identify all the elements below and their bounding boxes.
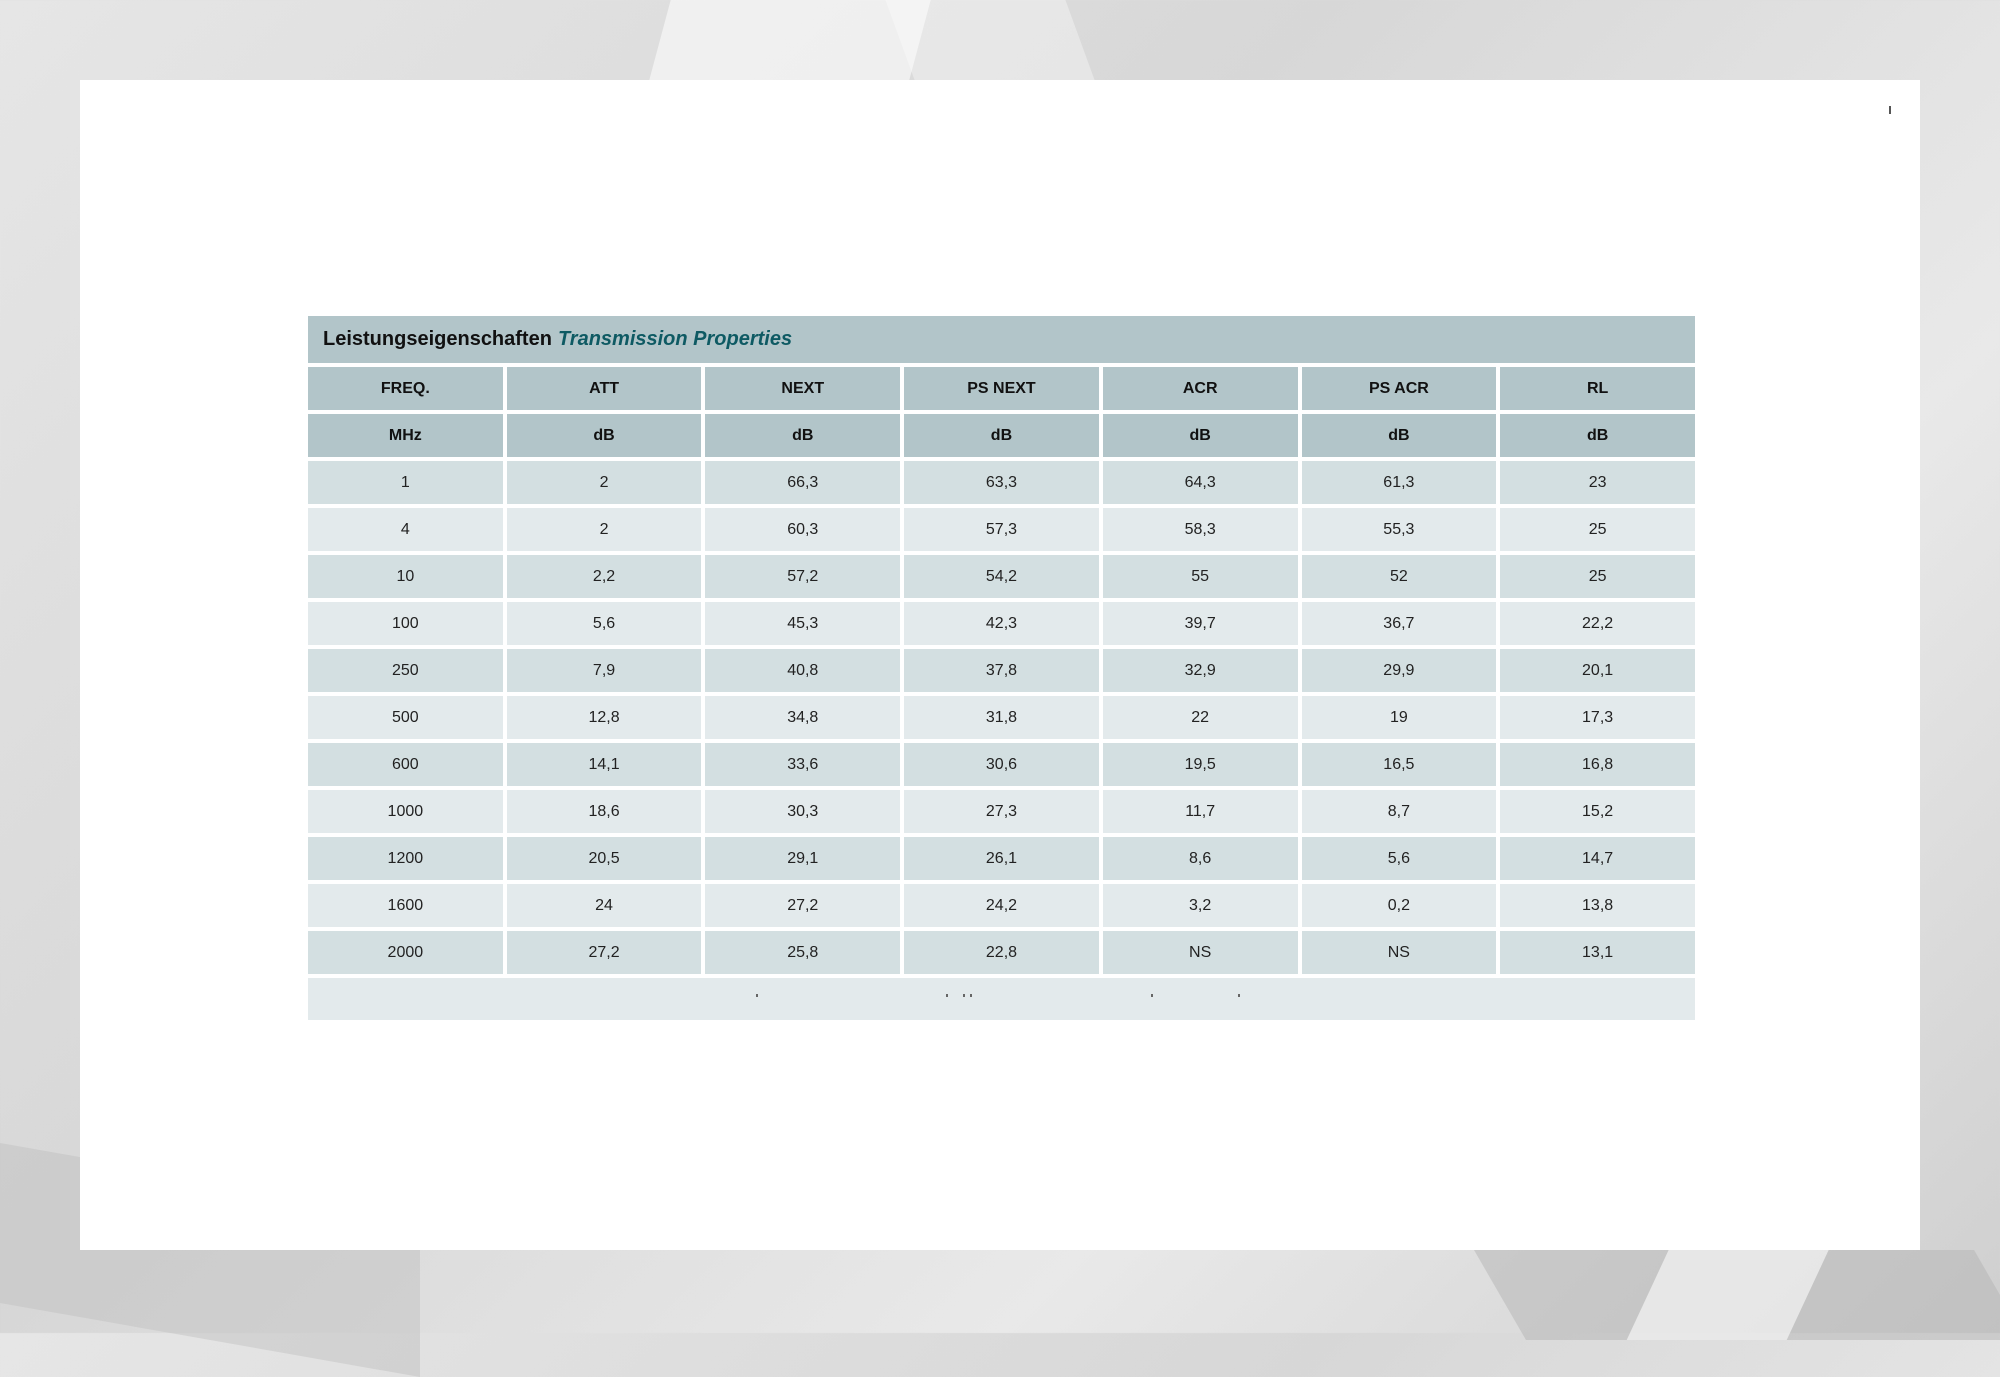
table-cell: 18,6 xyxy=(507,790,702,833)
table-cell: 16,8 xyxy=(1500,743,1695,786)
table-cell: 500 xyxy=(308,696,503,739)
table-cell: 1 xyxy=(308,461,503,504)
table-cell: 3,2 xyxy=(1103,884,1298,927)
column-unit: dB xyxy=(1500,414,1695,457)
table-cell: 2000 xyxy=(308,931,503,974)
table-cell: 29,1 xyxy=(705,837,900,880)
table-row xyxy=(308,602,1695,645)
table-row xyxy=(308,743,1695,786)
table-cell: 58,3 xyxy=(1103,508,1298,551)
table-cell: 57,3 xyxy=(904,508,1099,551)
table-cell: 25 xyxy=(1500,555,1695,598)
background-shape xyxy=(885,0,1094,80)
table-cell: 1200 xyxy=(308,837,503,880)
transmission-properties-table xyxy=(304,363,1699,1024)
table-cell: 26,1 xyxy=(904,837,1099,880)
column-unit: MHz xyxy=(308,414,503,457)
table-cell: 25,8 xyxy=(705,931,900,974)
table-cell: 37,8 xyxy=(904,649,1099,692)
table-cell: 34,8 xyxy=(705,696,900,739)
column-unit: dB xyxy=(1103,414,1298,457)
table-row xyxy=(308,696,1695,739)
table-cell: 2,2 xyxy=(507,555,702,598)
table-cell: 40,8 xyxy=(705,649,900,692)
table-row xyxy=(308,884,1695,927)
table-cell: 10 xyxy=(308,555,503,598)
table-row xyxy=(308,461,1695,504)
table-cell: 27,2 xyxy=(705,884,900,927)
table-cell: 61,3 xyxy=(1302,461,1497,504)
table-cell: 20,5 xyxy=(507,837,702,880)
table-cell: 5,6 xyxy=(507,602,702,645)
table-cell: 31,8 xyxy=(904,696,1099,739)
table-cell: 14,1 xyxy=(507,743,702,786)
table-title-main: Leistungseigenschaften xyxy=(323,328,552,350)
table-cell: 45,3 xyxy=(705,602,900,645)
page-mark xyxy=(1889,106,1891,114)
table-cell: 8,7 xyxy=(1302,790,1497,833)
column-unit: dB xyxy=(705,414,900,457)
table-cell: 7,9 xyxy=(507,649,702,692)
table-row xyxy=(308,649,1695,692)
table-cell: 23 xyxy=(1500,461,1695,504)
table-body xyxy=(308,461,1695,974)
table-cell: 33,6 xyxy=(705,743,900,786)
table-cell: 19,5 xyxy=(1103,743,1298,786)
table-footnote-cell xyxy=(308,978,1695,1020)
table-cell: 55 xyxy=(1103,555,1298,598)
table-row xyxy=(308,790,1695,833)
footnote-faint-marks xyxy=(308,994,1695,1002)
table-cell: 66,3 xyxy=(705,461,900,504)
table-cell: 17,3 xyxy=(1500,696,1695,739)
table-cell: 42,3 xyxy=(904,602,1099,645)
table-cell: NS xyxy=(1103,931,1298,974)
table-cell: 4 xyxy=(308,508,503,551)
table-cell: 30,6 xyxy=(904,743,1099,786)
column-header: ATT xyxy=(507,367,702,410)
table-row xyxy=(308,555,1695,598)
footer-row xyxy=(308,978,1695,1020)
column-header: ACR xyxy=(1103,367,1298,410)
table-title-italic: Transmission Properties xyxy=(557,328,793,350)
column-header: PS ACR xyxy=(1302,367,1497,410)
transmission-table-block xyxy=(308,316,1695,1020)
header-row-units xyxy=(308,414,1695,457)
table-cell: 63,3 xyxy=(904,461,1099,504)
table-cell: 16,5 xyxy=(1302,743,1497,786)
document-page xyxy=(80,80,1920,1250)
table-row xyxy=(308,837,1695,880)
column-header: NEXT xyxy=(705,367,900,410)
table-cell: 52 xyxy=(1302,555,1497,598)
table-cell: 15,2 xyxy=(1500,790,1695,833)
table-cell: 0,2 xyxy=(1302,884,1497,927)
table-cell: 60,3 xyxy=(705,508,900,551)
table-cell: 12,8 xyxy=(507,696,702,739)
table-cell: 11,7 xyxy=(1103,790,1298,833)
table-cell: 2 xyxy=(507,461,702,504)
table-cell: 100 xyxy=(308,602,503,645)
column-header: FREQ. xyxy=(308,367,503,410)
table-cell: 1600 xyxy=(308,884,503,927)
column-header: RL xyxy=(1500,367,1695,410)
table-cell: NS xyxy=(1302,931,1497,974)
background-shape xyxy=(649,0,930,80)
table-title-bar xyxy=(308,316,1695,363)
table-cell: 39,7 xyxy=(1103,602,1298,645)
table-cell: 24,2 xyxy=(904,884,1099,927)
column-header: PS NEXT xyxy=(904,367,1099,410)
table-cell: 19 xyxy=(1302,696,1497,739)
table-cell: 29,9 xyxy=(1302,649,1497,692)
table-cell: 55,3 xyxy=(1302,508,1497,551)
table-cell: 64,3 xyxy=(1103,461,1298,504)
table-cell: 600 xyxy=(308,743,503,786)
table-cell: 57,2 xyxy=(705,555,900,598)
table-cell: 25 xyxy=(1500,508,1695,551)
table-row xyxy=(308,931,1695,974)
table-cell: 20,1 xyxy=(1500,649,1695,692)
table-cell: 22 xyxy=(1103,696,1298,739)
table-cell: 2 xyxy=(507,508,702,551)
column-unit: dB xyxy=(507,414,702,457)
table-cell: 5,6 xyxy=(1302,837,1497,880)
column-unit: dB xyxy=(1302,414,1497,457)
table-cell: 32,9 xyxy=(1103,649,1298,692)
table-cell: 13,1 xyxy=(1500,931,1695,974)
table-cell: 22,2 xyxy=(1500,602,1695,645)
table-cell: 30,3 xyxy=(705,790,900,833)
table-cell: 27,3 xyxy=(904,790,1099,833)
table-row xyxy=(308,508,1695,551)
column-unit: dB xyxy=(904,414,1099,457)
table-cell: 1000 xyxy=(308,790,503,833)
table-cell: 22,8 xyxy=(904,931,1099,974)
table-cell: 36,7 xyxy=(1302,602,1497,645)
table-cell: 8,6 xyxy=(1103,837,1298,880)
header-row-names xyxy=(308,367,1695,410)
table-cell: 13,8 xyxy=(1500,884,1695,927)
table-cell: 54,2 xyxy=(904,555,1099,598)
table-cell: 27,2 xyxy=(507,931,702,974)
table-cell: 14,7 xyxy=(1500,837,1695,880)
table-cell: 24 xyxy=(507,884,702,927)
table-cell: 250 xyxy=(308,649,503,692)
